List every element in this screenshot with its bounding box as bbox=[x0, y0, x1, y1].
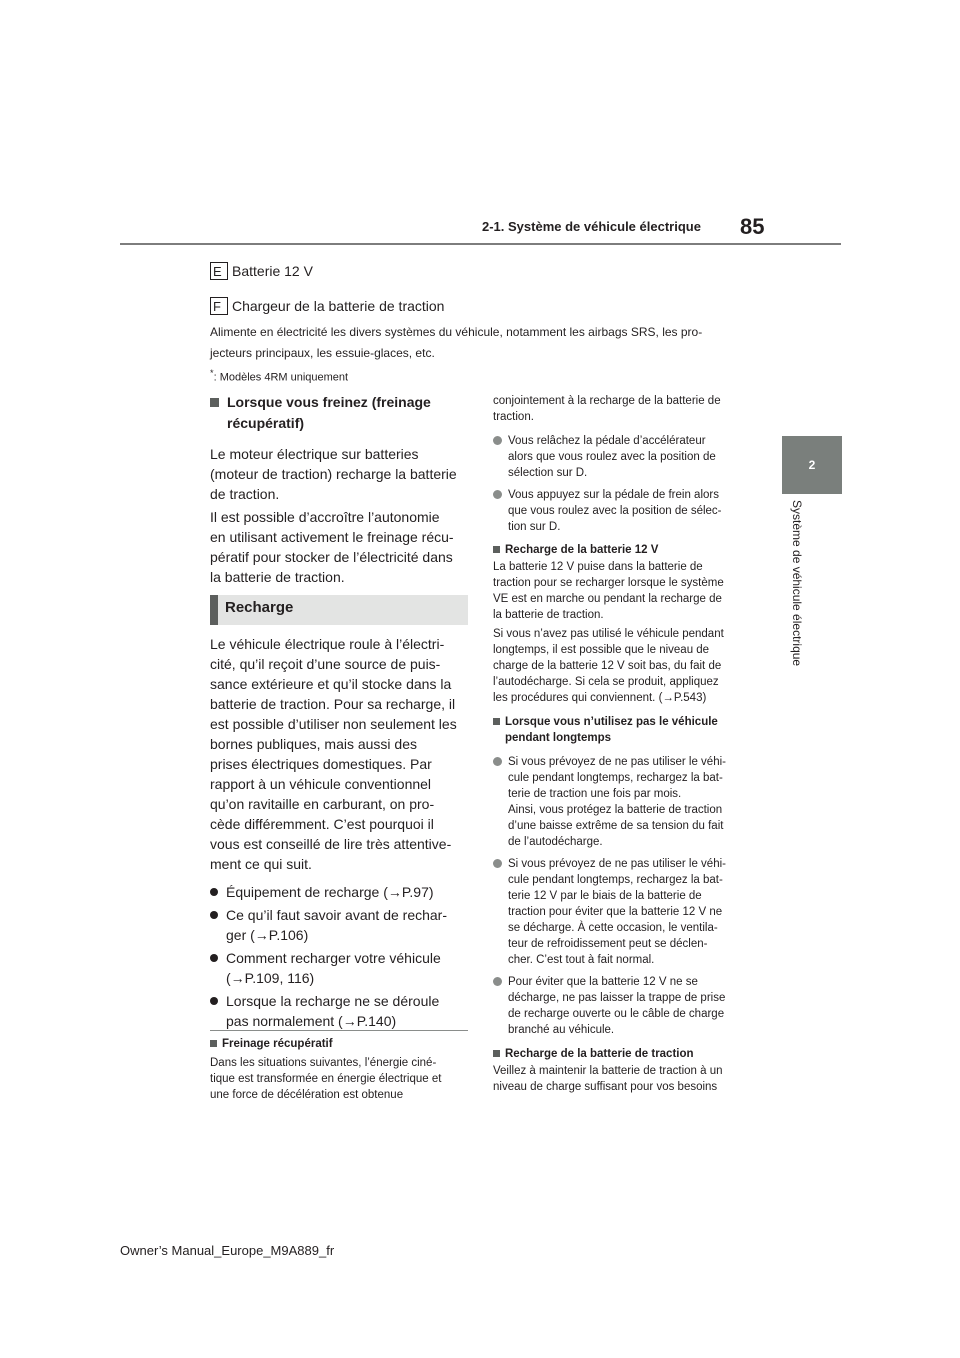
note-heading: Freinage récupératif bbox=[210, 1036, 468, 1052]
legend-text: Chargeur de la batterie de traction bbox=[232, 298, 445, 314]
note-paragraph: Si vous n’avez pas utilisé le véhicule pendant longtemps, il est possible que le niveau de charge de la batterie 12 V soit bas, du fait de l’autodécharge. Si cela se produit, appliquez les procédures qui conviennent. (→P.543) bbox=[493, 628, 724, 704]
list-item: Comment recharger votre véhicule (→P.109, 116) bbox=[210, 948, 468, 988]
left-column-top bbox=[210, 392, 468, 587]
legend-key: F bbox=[210, 297, 228, 315]
square-bullet-icon bbox=[493, 718, 500, 725]
chapter-side-label bbox=[786, 500, 806, 700]
chapter-tab: 2 bbox=[782, 436, 842, 494]
paragraph: Le moteur électrique sur batteries (moteur de traction) recharge la batterie de traction. bbox=[210, 446, 457, 502]
chapter-side-label-text: Système de véhicule électrique bbox=[790, 500, 804, 667]
dot-bullet-icon bbox=[493, 859, 502, 868]
list-item: Lorsque la recharge ne se déroule pas normalement (→P.140) bbox=[210, 991, 468, 1031]
list-item: Ce qu’il faut savoir avant de rechar- ger (→P.106) bbox=[210, 905, 468, 945]
footer-manual-id: Owner’s Manual_Europe_M9A889_fr bbox=[120, 1243, 335, 1258]
legend-text: Batterie 12 V bbox=[232, 263, 313, 279]
note-block bbox=[210, 1036, 468, 1103]
square-bullet-icon bbox=[493, 1050, 500, 1057]
dot-bullet-icon bbox=[493, 490, 502, 499]
footnote-mark: * bbox=[210, 368, 214, 378]
subheading-line: récupératif) bbox=[227, 415, 305, 431]
legend-key: E bbox=[210, 262, 228, 280]
bullet-icon bbox=[210, 954, 218, 962]
note-heading: Recharge de la batterie 12 V bbox=[493, 542, 755, 558]
list-item: Si vous prévoyez de ne pas utiliser le véhi- cule pendant longtemps, rechargez la bat- terie 12 V par le biais de la batterie de traction pour éviter que la batterie 12 V ne se décharge. À cette occasion, le ventila- teur de refroidissement peut se déclen- cher. C’est tout à fait normal. bbox=[493, 856, 755, 968]
list-item: Pour éviter que la batterie 12 V ne se décharge, ne pas laisser la trappe de prise de recharge ouverte ou le câble de charge branché au véhicule. bbox=[493, 974, 755, 1038]
footnote-text: : Modèles 4RM uniquement bbox=[213, 371, 349, 384]
bullet-icon bbox=[210, 997, 218, 1005]
subheading bbox=[210, 392, 468, 434]
section-header: 2-1. Système de véhicule électrique bbox=[482, 219, 701, 234]
dot-bullet-icon bbox=[493, 977, 502, 986]
legend-item-e bbox=[210, 262, 313, 280]
page-number: 85 bbox=[740, 214, 765, 239]
paragraph: Il est possible d’accroître l’autonomie en utilisant activement le freinage récu- pératif pour stocker de l’électricité dans la batterie de traction. bbox=[210, 509, 454, 585]
dot-bullet-icon bbox=[493, 436, 502, 445]
note-divider bbox=[210, 1030, 468, 1031]
note-paragraph: La batterie 12 V puise dans la batterie de traction pour se recharger lorsque le système VE est en marche ou pendant la recharge de la batterie de traction. bbox=[493, 561, 724, 621]
dot-bullet-icon bbox=[493, 757, 502, 766]
section-title-box bbox=[210, 595, 468, 625]
bullet-icon bbox=[210, 888, 218, 896]
section-title: Recharge bbox=[225, 599, 294, 616]
square-bullet-icon bbox=[210, 1040, 217, 1047]
caption-line: jecteurs principaux, les essuie-glaces, etc. bbox=[210, 346, 435, 360]
note-heading: Lorsque vous n’utilisez pas le véhicule pendant longtemps bbox=[493, 714, 755, 746]
right-column bbox=[493, 393, 755, 1095]
note-paragraph: Dans les situations suivantes, l’énergie ciné- tique est transformée en énergie électrique et une force de décélération est obtenue bbox=[210, 1057, 442, 1101]
subheading-line: Lorsque vous freinez (freinage bbox=[227, 394, 431, 410]
list-item: Équipement de recharge (→P.97) bbox=[210, 882, 468, 902]
list-item: Vous relâchez la pédale d’accélérateur alors que vous roulez avec la position de sélection sur D. bbox=[493, 433, 755, 481]
paragraph: Le véhicule électrique roule à l’électri- cité, qu’il reçoit d’une source de puis- sance extérieure et qu’il stocke dans la batterie de traction. Pour sa recharge, il est possible d’utiliser non seulement les bornes publiques, mais aussi des prises électriques domestiques. Par rapport à un véhicule conventionnel qu’on ravitaille en carburant, on pro- cède différemment. C’est pourquoi il vous est conseillé de lire très attentive- ment ce qui suit. bbox=[210, 636, 457, 872]
square-bullet-icon bbox=[493, 546, 500, 553]
note-paragraph: Veillez à maintenir la batterie de traction à un niveau de charge suffisant pour vos besoins bbox=[493, 1065, 723, 1093]
footnote bbox=[210, 368, 348, 384]
list-item: Si vous prévoyez de ne pas utiliser le véhi- cule pendant longtemps, rechargez la bat- terie de traction une fois par mois. Ainsi, vous protégez la batterie de traction d’une baisse extrême de sa tension du fait de l’autodécharge. bbox=[493, 754, 755, 850]
list-item: Vous appuyez sur la pédale de frein alors que vous roulez avec la position de sélec- tion sur D. bbox=[493, 487, 755, 535]
note-heading: Recharge de la batterie de traction bbox=[493, 1046, 755, 1062]
caption-line: Alimente en électricité les divers systèmes du véhicule, notamment les airbags SRS, les pro- bbox=[210, 325, 703, 339]
note-paragraph: conjointement à la recharge de la batterie de traction. bbox=[493, 395, 721, 423]
legend-item-f bbox=[210, 297, 444, 315]
left-column-bottom bbox=[210, 634, 468, 1031]
header-rule bbox=[120, 243, 841, 245]
bullet-icon bbox=[210, 911, 218, 919]
square-bullet-icon bbox=[210, 398, 219, 407]
